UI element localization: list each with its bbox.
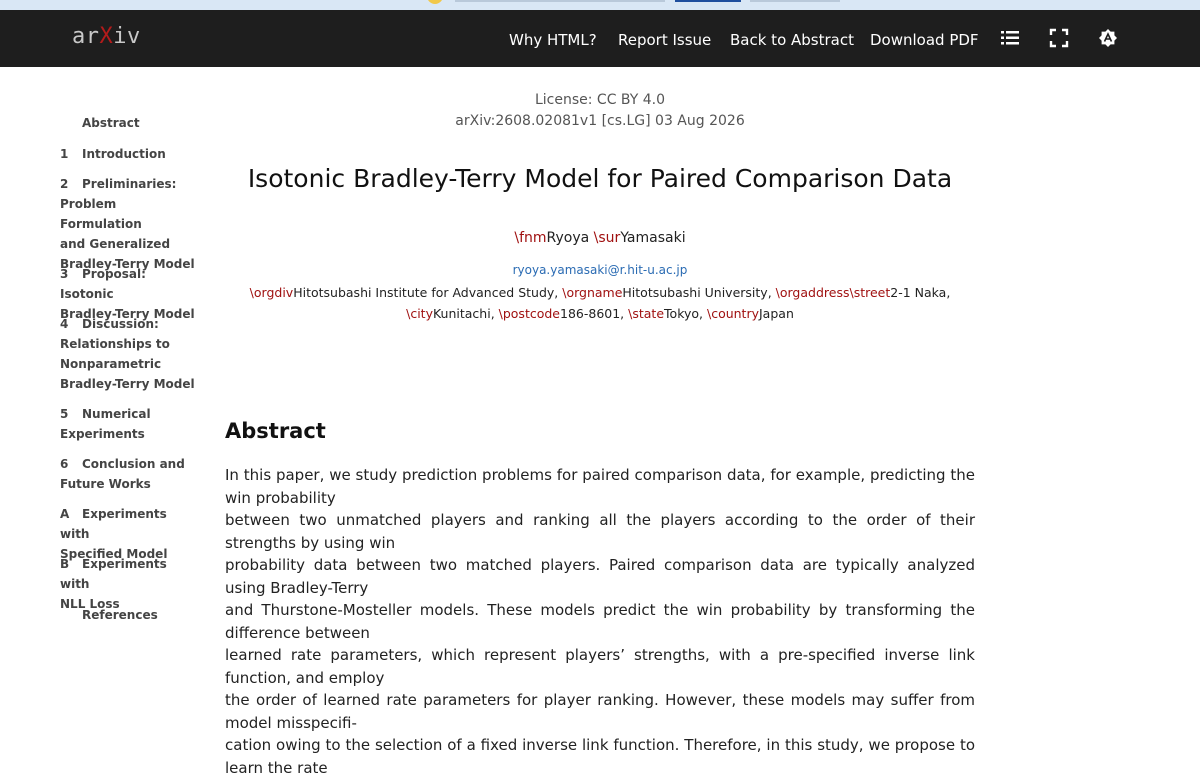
license-text: License: CC BY 4.0: [534, 92, 666, 108]
emoji-icon: [427, 0, 443, 4]
abstract-line: probability data between two matched players. Paired comparison data are typically analyzed using Bradley-Terry: [225, 556, 975, 597]
latex-command: \orgdiv: [249, 285, 294, 300]
toc-label: Introduction: [82, 147, 166, 161]
toc-label: Bradley-Terry Model: [60, 307, 195, 321]
toc-label: Discussion:: [82, 317, 159, 331]
why-html-link[interactable]: Why HTML?: [509, 31, 597, 49]
affiliation-orgdiv: Hitotsubashi Institute for Advanced Study,: [293, 285, 563, 300]
toc-num: 1: [60, 147, 69, 161]
toc-label: NLL Loss: [60, 597, 120, 611]
abstract-heading: Abstract: [225, 419, 326, 443]
logo-x: X: [99, 24, 114, 49]
latex-command: \state: [628, 306, 665, 321]
fullscreen-icon[interactable]: [1049, 28, 1069, 48]
latex-command: \street: [849, 285, 891, 300]
toc-num: 6: [60, 457, 69, 471]
toc-label: Preliminaries:: [82, 177, 177, 191]
affiliation-orgname: Hitotsubashi University,: [622, 285, 776, 300]
toc-conclusion[interactable]: [60, 454, 200, 494]
strip-text: [455, 0, 665, 2]
latex-command: \orgaddress: [775, 285, 850, 300]
toc-label: Problem Formulation: [60, 197, 142, 231]
toc-label: Numerical: [82, 407, 151, 421]
affiliation-line-1: [0, 285, 1200, 300]
strip-link[interactable]: [675, 0, 741, 2]
abstract-line: cation owing to the selection of a fixed inverse link function. Therefore, in this study, we propose to learn the rate: [225, 736, 975, 777]
toc-label: Future Works: [60, 477, 151, 491]
toc-introduction[interactable]: [60, 144, 200, 164]
paper-title: Isotonic Bradley-Terry Model for Paired Comparison Data: [247, 164, 953, 193]
toc-label: and Generalized: [60, 237, 171, 251]
top-navbar: [0, 10, 1200, 67]
toc-label: Abstract: [82, 116, 140, 130]
affiliation-street: 2-1 Naka,: [890, 285, 951, 300]
download-pdf-link[interactable]: Download PDF: [870, 31, 979, 49]
list-icon[interactable]: [1000, 28, 1020, 48]
affiliation-state: Tokyo,: [664, 306, 707, 321]
latex-command: \city: [406, 306, 433, 321]
toc-label: Relationships to: [60, 337, 170, 351]
toc-label: Specified Model: [60, 547, 168, 561]
toc-discussion[interactable]: [60, 314, 200, 394]
arxiv-logo[interactable]: [72, 24, 141, 49]
latex-command: \orgname: [562, 285, 623, 300]
theme-icon[interactable]: [1098, 28, 1118, 48]
abstract-line: the order of learned rate parameters for player ranking. However, these models may suffer from model misspecifi-: [225, 691, 975, 732]
back-to-abstract-link[interactable]: Back to Abstract: [730, 31, 854, 49]
arxiv-id: arXiv:2608.02081v1 [cs.LG] 03 Aug 2026: [455, 113, 745, 129]
report-issue-link[interactable]: Report Issue: [618, 31, 712, 49]
latex-command: \sur: [593, 230, 621, 246]
toc-num: 2: [60, 177, 69, 191]
strip-text: [750, 0, 840, 2]
toc-label: Conclusion and: [82, 457, 185, 471]
toc-num: 4: [60, 317, 69, 331]
abstract-line: learned rate parameters, which represent players’ strengths, with a pre-specified inverse link function, and employ: [225, 646, 975, 687]
affiliation-postcode: 186-8601,: [560, 306, 629, 321]
abstract-body: [225, 464, 975, 779]
toc-num: B: [60, 557, 70, 571]
toc-preliminaries[interactable]: [60, 174, 200, 274]
affiliation-city: Kunitachi,: [432, 306, 499, 321]
toc-label: Experiments with: [60, 507, 167, 541]
author-first-name: Ryoya: [546, 230, 594, 246]
author-last-name: Yamasaki: [620, 230, 686, 246]
abstract-line: and Thurstone-Mosteller models. These models predict the win probability by transforming the difference between: [225, 601, 975, 642]
logo-text: ar: [72, 24, 100, 49]
logo-text: iv: [113, 24, 141, 49]
affiliation-country: Japan: [759, 306, 794, 321]
toc-label: Nonparametric: [60, 357, 162, 371]
abstract-line: In this paper, we study prediction problems for paired comparison data, for example, predicting the win probability: [225, 466, 975, 507]
toc-references[interactable]: [60, 605, 200, 625]
author-email[interactable]: ryoya.yamasaki@r.hit-u.ac.jp: [512, 263, 688, 277]
author-line: [0, 230, 1200, 246]
toc-label: Proposal: Isotonic: [60, 267, 146, 301]
toc-num: A: [60, 507, 70, 521]
latex-command: \fnm: [514, 230, 547, 246]
toc-label: Bradley-Terry Model: [60, 257, 195, 271]
abstract-line: between two unmatched players and ranking all the players according to the order of their strengths by using win: [225, 511, 975, 552]
latex-command: \postcode: [498, 306, 560, 321]
toc-num: 3: [60, 267, 69, 281]
affiliation-line-2: [0, 306, 1200, 321]
latex-command: \country: [706, 306, 759, 321]
toc-label: Experiments with: [60, 557, 167, 591]
toc-num: 5: [60, 407, 69, 421]
browser-top-strip: [0, 0, 1200, 10]
toc-label: References: [82, 608, 158, 622]
toc-label: Experiments: [60, 427, 145, 441]
toc-numerical-experiments[interactable]: [60, 404, 200, 444]
toc-label: Bradley-Terry Model: [60, 377, 195, 391]
